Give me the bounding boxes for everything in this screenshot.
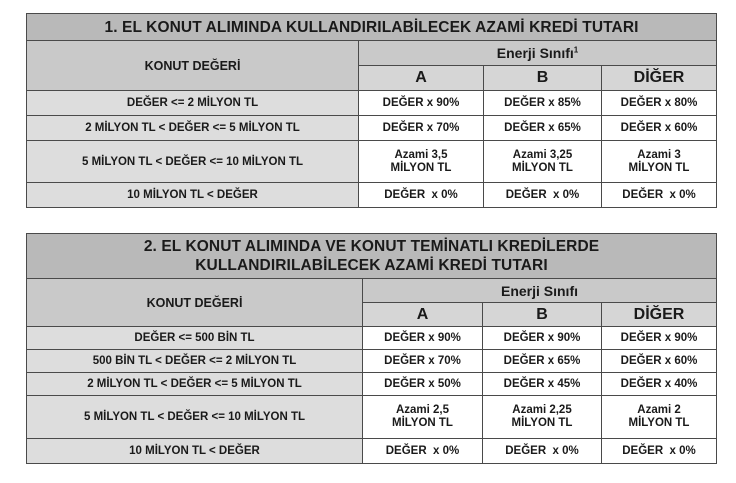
table-cell <box>483 396 602 439</box>
cell-text: Azami 3,25 MİLYON TL <box>512 148 573 174</box>
cell-text: Azami 3,5 MİLYON TL <box>390 148 452 174</box>
table-cell: DEĞER x 80% <box>602 91 717 116</box>
energy-class-header-text: Enerji Sınıfı <box>496 45 574 61</box>
table-cell: DEĞER x 45% <box>483 373 602 396</box>
table-cell: DEĞER x 70% <box>363 350 483 373</box>
table-cell <box>484 183 602 208</box>
table-title-line: 2. EL KONUT ALIMINDA VE KONUT TEMİNATLI KREDİLERDE <box>143 238 600 255</box>
table-cell <box>363 396 483 439</box>
table-title-line: KULLANDIRILABİLECEK AZAMİ KREDİ TUTARI <box>195 257 548 274</box>
row-label: 2 MİLYON TL < DEĞER <= 5 MİLYON TL <box>27 373 363 396</box>
table-second-hand <box>26 233 717 464</box>
cell-text: DEĞER x 0% <box>622 188 696 201</box>
table-title <box>27 234 717 279</box>
table-row <box>27 439 717 464</box>
table-cell <box>363 439 483 464</box>
energy-class-header: Enerji Sınıfı <box>363 279 717 303</box>
cell-text: DEĞER x 0% <box>622 444 696 457</box>
footnote-marker: 1 <box>573 45 579 55</box>
table-row <box>27 373 717 396</box>
table-cell: DEĞER x 70% <box>359 116 484 141</box>
table-cell: DEĞER x 60% <box>602 116 717 141</box>
cell-text: DEĞER x 0% <box>505 444 579 457</box>
table-cell <box>602 141 717 183</box>
table-cell: DEĞER x 60% <box>602 350 717 373</box>
table-row <box>27 396 717 439</box>
column-header-konut-degeri: KONUT DEĞERİ <box>27 41 359 91</box>
table-cell: DEĞER x 65% <box>483 350 602 373</box>
table-cell <box>483 439 602 464</box>
cell-text: Azami 2,5 MİLYON TL <box>392 404 453 429</box>
table-cell: DEĞER x 90% <box>483 327 602 350</box>
table-cell: DEĞER x 90% <box>359 91 484 116</box>
cell-text: DEĞER x 0% <box>384 188 458 201</box>
table-first-hand <box>26 13 717 208</box>
cell-text: Azami 2,25 MİLYON TL <box>511 404 573 429</box>
class-header-a: A <box>363 303 483 327</box>
table-cell <box>602 183 717 208</box>
row-label: DEĞER <= 500 BİN TL <box>27 327 363 350</box>
table-cell <box>484 141 602 183</box>
table-title-text: 1. EL KONUT ALIMINDA KULLANDIRILABİLECEK AZAMİ KREDİ TUTARI <box>104 18 639 36</box>
row-label: 500 BİN TL < DEĞER <= 2 MİLYON TL <box>27 350 363 373</box>
cell-text: Azami 3 MİLYON TL <box>628 148 690 174</box>
table-row <box>27 141 717 183</box>
energy-class-header <box>359 41 717 66</box>
class-header-b: B <box>484 66 602 91</box>
table-cell <box>602 396 717 439</box>
row-label: 10 MİLYON TL < DEĞER <box>27 439 363 464</box>
table-title <box>27 14 717 41</box>
table-row <box>27 116 717 141</box>
table-cell <box>359 183 484 208</box>
table-cell: DEĞER x 40% <box>602 373 717 396</box>
row-label: 5 MİLYON TL < DEĞER <= 10 MİLYON TL <box>27 141 359 183</box>
class-header-diger: DİĞER <box>602 66 717 91</box>
table-cell: DEĞER x 65% <box>484 116 602 141</box>
table-cell: DEĞER x 90% <box>602 327 717 350</box>
table-row <box>27 350 717 373</box>
row-label: 5 MİLYON TL < DEĞER <= 10 MİLYON TL <box>27 396 363 439</box>
table-cell <box>359 141 484 183</box>
table-cell: DEĞER x 90% <box>363 327 483 350</box>
class-header-a: A <box>359 66 484 91</box>
row-label: 10 MİLYON TL < DEĞER <box>27 183 359 208</box>
table-cell <box>602 439 717 464</box>
cell-text: Azami 2 MİLYON TL <box>628 404 690 429</box>
row-label: DEĞER <= 2 MİLYON TL <box>27 91 359 116</box>
table-cell: DEĞER x 85% <box>484 91 602 116</box>
column-header-konut-degeri: KONUT DEĞERİ <box>27 279 363 327</box>
table-row <box>27 183 717 208</box>
class-header-b: B <box>483 303 602 327</box>
class-header-diger: DİĞER <box>602 303 717 327</box>
table-row <box>27 327 717 350</box>
table-row <box>27 91 717 116</box>
cell-text: DEĞER x 0% <box>505 188 580 201</box>
cell-text: DEĞER x 0% <box>385 444 460 457</box>
row-label: 2 MİLYON TL < DEĞER <= 5 MİLYON TL <box>27 116 359 141</box>
table-cell: DEĞER x 50% <box>363 373 483 396</box>
